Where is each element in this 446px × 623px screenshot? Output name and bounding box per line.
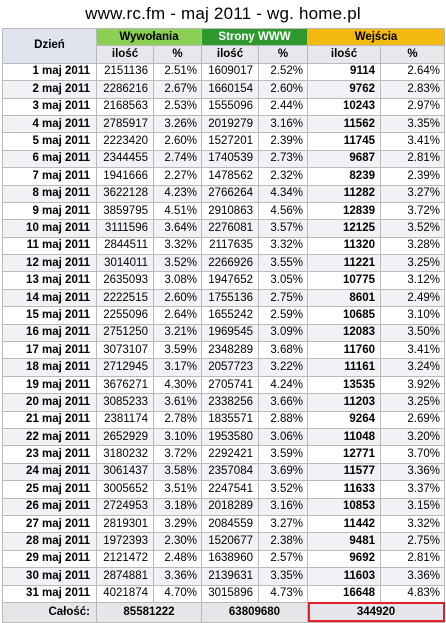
table-row	[3, 411, 445, 428]
wejscia-count-cell: 11577	[308, 463, 381, 480]
wywolania-count-cell: 2168563	[97, 98, 154, 115]
day-cell: 20 maj 2011	[3, 394, 97, 411]
page-title: www.rc.fm - maj 2011 - wg. home.pl	[85, 4, 361, 23]
strony-pct-cell: 4.24%	[259, 376, 308, 393]
strony-count-cell: 2266926	[202, 255, 259, 272]
wejscia-count-cell: 9692	[308, 550, 381, 567]
totals-label: Całość:	[3, 602, 97, 622]
wywolania-count-cell: 2712945	[97, 359, 154, 376]
strony-pct-cell: 3.16%	[259, 498, 308, 515]
wejscia-count-cell: 11221	[308, 255, 381, 272]
table-row	[3, 133, 445, 150]
strony-pct-header: %	[259, 46, 308, 63]
day-cell: 12 maj 2011	[3, 255, 97, 272]
strony-count-cell: 1478562	[202, 168, 259, 185]
wejscia-pct-cell: 3.10%	[381, 307, 445, 324]
wywolania-pct-cell: 2.64%	[154, 307, 202, 324]
day-cell: 22 maj 2011	[3, 428, 97, 445]
wejscia-pct-cell: 3.50%	[381, 324, 445, 341]
wejscia-pct-cell: 3.52%	[381, 220, 445, 237]
wejscia-pct-cell: 3.25%	[381, 394, 445, 411]
strony-count-cell: 2084559	[202, 515, 259, 532]
strony-count-cell: 3015896	[202, 585, 259, 602]
wejscia-count-cell: 11320	[308, 237, 381, 254]
strony-pct-cell: 3.66%	[259, 394, 308, 411]
day-column-header: Dzień	[3, 29, 97, 64]
day-cell: 17 maj 2011	[3, 342, 97, 359]
wywolania-pct-cell: 3.72%	[154, 446, 202, 463]
wejscia-count-cell: 11562	[308, 115, 381, 132]
strony-count-cell: 1638960	[202, 550, 259, 567]
day-cell: 19 maj 2011	[3, 376, 97, 393]
wejscia-pct-cell: 3.25%	[381, 255, 445, 272]
wejscia-count-cell: 9114	[308, 63, 381, 80]
wywolania-pct-cell: 3.32%	[154, 237, 202, 254]
table-row	[3, 220, 445, 237]
wywolania-count-cell: 3111596	[97, 220, 154, 237]
wywolania-pct-cell: 2.48%	[154, 550, 202, 567]
strony-pct-cell: 3.16%	[259, 115, 308, 132]
wywolania-count-cell: 3085233	[97, 394, 154, 411]
wywolania-pct-cell: 4.30%	[154, 376, 202, 393]
day-cell: 1 maj 2011	[3, 63, 97, 80]
wywolania-count-cell: 2874881	[97, 568, 154, 585]
day-cell: 26 maj 2011	[3, 498, 97, 515]
wejscia-pct-cell: 3.41%	[381, 342, 445, 359]
wejscia-pct-cell: 3.27%	[381, 185, 445, 202]
table-row	[3, 98, 445, 115]
wejscia-pct-cell: 2.81%	[381, 550, 445, 567]
wywolania-pct-cell: 4.51%	[154, 202, 202, 219]
strony-count-cell: 2019279	[202, 115, 259, 132]
wejscia-count-cell: 8601	[308, 289, 381, 306]
day-cell: 21 maj 2011	[3, 411, 97, 428]
day-cell: 4 maj 2011	[3, 115, 97, 132]
strony-pct-cell: 2.57%	[259, 550, 308, 567]
wejscia-pct-cell: 3.41%	[381, 133, 445, 150]
table-row	[3, 515, 445, 532]
wywolania-pct-cell: 3.26%	[154, 115, 202, 132]
strony-pct-cell: 3.68%	[259, 342, 308, 359]
table-row	[3, 463, 445, 480]
wejscia-count-cell: 10853	[308, 498, 381, 515]
wejscia-pct-header: %	[381, 46, 445, 63]
strony-pct-cell: 2.52%	[259, 63, 308, 80]
wywolania-pct-cell: 3.58%	[154, 463, 202, 480]
stats-table	[2, 28, 445, 623]
wywolania-pct-cell: 2.78%	[154, 411, 202, 428]
wywolania-count-cell: 1941666	[97, 168, 154, 185]
strony-pct-cell: 2.39%	[259, 133, 308, 150]
strony-count-cell: 2247541	[202, 481, 259, 498]
table-row	[3, 550, 445, 567]
day-cell: 31 maj 2011	[3, 585, 97, 602]
wywolania-count-cell: 3622128	[97, 185, 154, 202]
wywolania-count-cell: 3676271	[97, 376, 154, 393]
wejscia-pct-cell: 3.36%	[381, 463, 445, 480]
wywolania-count-cell: 3005652	[97, 481, 154, 498]
wywolania-count-cell: 4021874	[97, 585, 154, 602]
day-cell: 27 maj 2011	[3, 515, 97, 532]
strony-count-cell: 2117635	[202, 237, 259, 254]
day-cell: 8 maj 2011	[3, 185, 97, 202]
strony-count-cell: 1555096	[202, 98, 259, 115]
wejscia-pct-cell: 2.83%	[381, 81, 445, 98]
wejscia-pct-cell: 3.37%	[381, 481, 445, 498]
wywolania-pct-cell: 2.53%	[154, 98, 202, 115]
strony-count-cell: 2357084	[202, 463, 259, 480]
strony-group-header: Strony WWW	[202, 29, 308, 46]
wejscia-count-cell: 11282	[308, 185, 381, 202]
day-cell: 6 maj 2011	[3, 150, 97, 167]
strony-pct-cell: 3.06%	[259, 428, 308, 445]
strony-count-cell: 1740539	[202, 150, 259, 167]
day-cell: 5 maj 2011	[3, 133, 97, 150]
strony-pct-cell: 2.75%	[259, 289, 308, 306]
day-cell: 7 maj 2011	[3, 168, 97, 185]
wywolania-count-cell: 2785917	[97, 115, 154, 132]
strony-pct-cell: 2.44%	[259, 98, 308, 115]
table-row	[3, 324, 445, 341]
strony-pct-cell: 3.59%	[259, 446, 308, 463]
wywolania-pct-cell: 2.27%	[154, 168, 202, 185]
wejscia-count-cell: 9762	[308, 81, 381, 98]
strony-count-cell: 1660154	[202, 81, 259, 98]
day-cell: 9 maj 2011	[3, 202, 97, 219]
wejscia-count-header: ilość	[308, 46, 381, 63]
table-body	[3, 63, 445, 602]
wejscia-count-cell: 16648	[308, 585, 381, 602]
wejscia-count-cell: 12771	[308, 446, 381, 463]
wejscia-pct-cell: 3.36%	[381, 568, 445, 585]
wejscia-count-cell: 11161	[308, 359, 381, 376]
wywolania-count-cell: 2223420	[97, 133, 154, 150]
table-row	[3, 394, 445, 411]
table-row	[3, 533, 445, 550]
wejscia-pct-cell: 2.81%	[381, 150, 445, 167]
strony-count-cell: 1953580	[202, 428, 259, 445]
wejscia-pct-cell: 3.20%	[381, 428, 445, 445]
wejscia-count-cell: 13535	[308, 376, 381, 393]
wejscia-pct-cell: 3.24%	[381, 359, 445, 376]
wywolania-count-cell: 2844511	[97, 237, 154, 254]
wywolania-count-cell: 3859795	[97, 202, 154, 219]
wejscia-pct-cell: 3.32%	[381, 515, 445, 532]
table-row	[3, 115, 445, 132]
wejscia-count-cell: 8239	[308, 168, 381, 185]
wejscia-count-cell: 11745	[308, 133, 381, 150]
wywolania-pct-cell: 3.18%	[154, 498, 202, 515]
table-row	[3, 81, 445, 98]
wejscia-count-cell: 12083	[308, 324, 381, 341]
strony-count-header: ilość	[202, 46, 259, 63]
strony-pct-cell: 3.35%	[259, 568, 308, 585]
day-cell: 2 maj 2011	[3, 81, 97, 98]
wywolania-count-cell: 3061437	[97, 463, 154, 480]
strony-count-cell: 1755136	[202, 289, 259, 306]
table-row	[3, 185, 445, 202]
table-row	[3, 585, 445, 602]
strony-pct-cell: 3.22%	[259, 359, 308, 376]
day-cell: 29 maj 2011	[3, 550, 97, 567]
wywolania-count-cell: 3073107	[97, 342, 154, 359]
wywolania-count-header: ilość	[97, 46, 154, 63]
wywolania-count-cell: 2151136	[97, 63, 154, 80]
day-cell: 25 maj 2011	[3, 481, 97, 498]
wejscia-pct-cell: 2.49%	[381, 289, 445, 306]
table-row	[3, 237, 445, 254]
wejscia-pct-cell: 3.35%	[381, 115, 445, 132]
wywolania-pct-cell: 4.23%	[154, 185, 202, 202]
table-row	[3, 307, 445, 324]
day-cell: 14 maj 2011	[3, 289, 97, 306]
strony-pct-cell: 3.09%	[259, 324, 308, 341]
wywolania-pct-cell: 3.10%	[154, 428, 202, 445]
wywolania-count-cell: 3014011	[97, 255, 154, 272]
strony-pct-cell: 2.59%	[259, 307, 308, 324]
strony-count-cell: 1609017	[202, 63, 259, 80]
wejscia-pct-cell: 4.83%	[381, 585, 445, 602]
wejscia-pct-cell: 2.39%	[381, 168, 445, 185]
wejscia-pct-cell: 3.92%	[381, 376, 445, 393]
strony-pct-cell: 2.88%	[259, 411, 308, 428]
wywolania-pct-cell: 3.08%	[154, 272, 202, 289]
strony-count-cell: 1969545	[202, 324, 259, 341]
table-row	[3, 446, 445, 463]
strony-pct-cell: 2.73%	[259, 150, 308, 167]
strony-count-cell: 2276081	[202, 220, 259, 237]
strony-count-cell: 1947652	[202, 272, 259, 289]
strony-count-cell: 2338256	[202, 394, 259, 411]
wywolania-pct-cell: 3.64%	[154, 220, 202, 237]
wywolania-pct-cell: 2.67%	[154, 81, 202, 98]
strony-pct-cell: 3.52%	[259, 481, 308, 498]
wejscia-pct-cell: 2.75%	[381, 533, 445, 550]
strony-count-cell: 2018289	[202, 498, 259, 515]
strony-count-cell: 2057723	[202, 359, 259, 376]
wywolania-pct-cell: 2.51%	[154, 63, 202, 80]
wywolania-count-cell: 2255096	[97, 307, 154, 324]
table-row	[3, 202, 445, 219]
strony-pct-cell: 2.38%	[259, 533, 308, 550]
wejscia-pct-cell: 3.28%	[381, 237, 445, 254]
wywolania-count-cell: 2222515	[97, 289, 154, 306]
totals-row	[3, 602, 445, 622]
day-cell: 3 maj 2011	[3, 98, 97, 115]
table-row	[3, 498, 445, 515]
wejscia-count-cell: 9264	[308, 411, 381, 428]
strony-pct-cell: 3.27%	[259, 515, 308, 532]
table-row	[3, 272, 445, 289]
table-row	[3, 428, 445, 445]
total-wywolania: 85581222	[97, 602, 202, 622]
wejscia-count-cell: 12839	[308, 202, 381, 219]
wejscia-count-cell: 11633	[308, 481, 381, 498]
strony-count-cell: 1835571	[202, 411, 259, 428]
table-row	[3, 255, 445, 272]
strony-count-cell: 2910863	[202, 202, 259, 219]
wywolania-pct-cell: 2.60%	[154, 133, 202, 150]
wywolania-group-header: Wywołania	[97, 29, 202, 46]
strony-pct-cell: 3.69%	[259, 463, 308, 480]
wejscia-count-cell: 11760	[308, 342, 381, 359]
day-cell: 28 maj 2011	[3, 533, 97, 550]
strony-pct-cell: 2.32%	[259, 168, 308, 185]
wejscia-pct-cell: 3.70%	[381, 446, 445, 463]
wywolania-count-cell: 2121472	[97, 550, 154, 567]
strony-pct-cell: 3.55%	[259, 255, 308, 272]
wejscia-count-cell: 11442	[308, 515, 381, 532]
wywolania-count-cell: 1972393	[97, 533, 154, 550]
wejscia-count-cell: 12125	[308, 220, 381, 237]
wywolania-pct-cell: 2.74%	[154, 150, 202, 167]
wywolania-count-cell: 2751250	[97, 324, 154, 341]
strony-count-cell: 1655242	[202, 307, 259, 324]
wywolania-pct-cell: 3.29%	[154, 515, 202, 532]
wywolania-count-cell: 2635093	[97, 272, 154, 289]
wejscia-count-cell: 10243	[308, 98, 381, 115]
day-cell: 11 maj 2011	[3, 237, 97, 254]
table-row	[3, 289, 445, 306]
wywolania-count-cell: 2286216	[97, 81, 154, 98]
table-row	[3, 150, 445, 167]
wejscia-count-cell: 9481	[308, 533, 381, 550]
day-cell: 16 maj 2011	[3, 324, 97, 341]
strony-pct-cell: 3.05%	[259, 272, 308, 289]
wywolania-count-cell: 2724953	[97, 498, 154, 515]
table-row	[3, 168, 445, 185]
strony-count-cell: 2705741	[202, 376, 259, 393]
day-cell: 10 maj 2011	[3, 220, 97, 237]
wejscia-count-cell: 11203	[308, 394, 381, 411]
wejscia-count-cell: 10775	[308, 272, 381, 289]
table-row	[3, 376, 445, 393]
strony-count-cell: 1527201	[202, 133, 259, 150]
day-cell: 18 maj 2011	[3, 359, 97, 376]
wejscia-pct-cell: 3.15%	[381, 498, 445, 515]
strony-count-cell: 2766264	[202, 185, 259, 202]
wywolania-count-cell: 2381174	[97, 411, 154, 428]
wejscia-pct-cell: 3.12%	[381, 272, 445, 289]
day-cell: 30 maj 2011	[3, 568, 97, 585]
wywolania-pct-cell: 2.60%	[154, 289, 202, 306]
wywolania-count-cell: 3180232	[97, 446, 154, 463]
strony-pct-cell: 4.34%	[259, 185, 308, 202]
strony-count-cell: 2139631	[202, 568, 259, 585]
wywolania-pct-cell: 3.61%	[154, 394, 202, 411]
wejscia-count-cell: 10685	[308, 307, 381, 324]
strony-count-cell: 2292421	[202, 446, 259, 463]
table-row	[3, 568, 445, 585]
day-cell: 13 maj 2011	[3, 272, 97, 289]
day-cell: 24 maj 2011	[3, 463, 97, 480]
table-row	[3, 342, 445, 359]
wywolania-pct-cell: 4.70%	[154, 585, 202, 602]
wywolania-pct-cell: 3.36%	[154, 568, 202, 585]
table-row	[3, 481, 445, 498]
wywolania-count-cell: 2819301	[97, 515, 154, 532]
wywolania-pct-cell: 3.17%	[154, 359, 202, 376]
strony-pct-cell: 4.73%	[259, 585, 308, 602]
strony-pct-cell: 3.57%	[259, 220, 308, 237]
wywolania-pct-header: %	[154, 46, 202, 63]
wywolania-pct-cell: 2.30%	[154, 533, 202, 550]
wejscia-pct-cell: 2.69%	[381, 411, 445, 428]
wywolania-pct-cell: 3.51%	[154, 481, 202, 498]
strony-pct-cell: 4.56%	[259, 202, 308, 219]
wywolania-count-cell: 2652929	[97, 428, 154, 445]
wejscia-pct-cell: 3.72%	[381, 202, 445, 219]
strony-pct-cell: 3.32%	[259, 237, 308, 254]
wejscia-count-cell: 9687	[308, 150, 381, 167]
total-wejscia: 344920	[308, 602, 445, 622]
day-cell: 15 maj 2011	[3, 307, 97, 324]
wejscia-count-cell: 11603	[308, 568, 381, 585]
strony-pct-cell: 2.60%	[259, 81, 308, 98]
wywolania-pct-cell: 3.21%	[154, 324, 202, 341]
wejscia-pct-cell: 2.97%	[381, 98, 445, 115]
wywolania-pct-cell: 3.59%	[154, 342, 202, 359]
total-strony: 63809680	[202, 602, 308, 622]
wejscia-group-header: Wejścia	[308, 29, 445, 46]
wejscia-count-cell: 11048	[308, 428, 381, 445]
strony-count-cell: 2348289	[202, 342, 259, 359]
wywolania-count-cell: 2344455	[97, 150, 154, 167]
wejscia-pct-cell: 2.64%	[381, 63, 445, 80]
strony-count-cell: 1520677	[202, 533, 259, 550]
table-row	[3, 63, 445, 80]
wywolania-pct-cell: 3.52%	[154, 255, 202, 272]
day-cell: 23 maj 2011	[3, 446, 97, 463]
table-row	[3, 359, 445, 376]
